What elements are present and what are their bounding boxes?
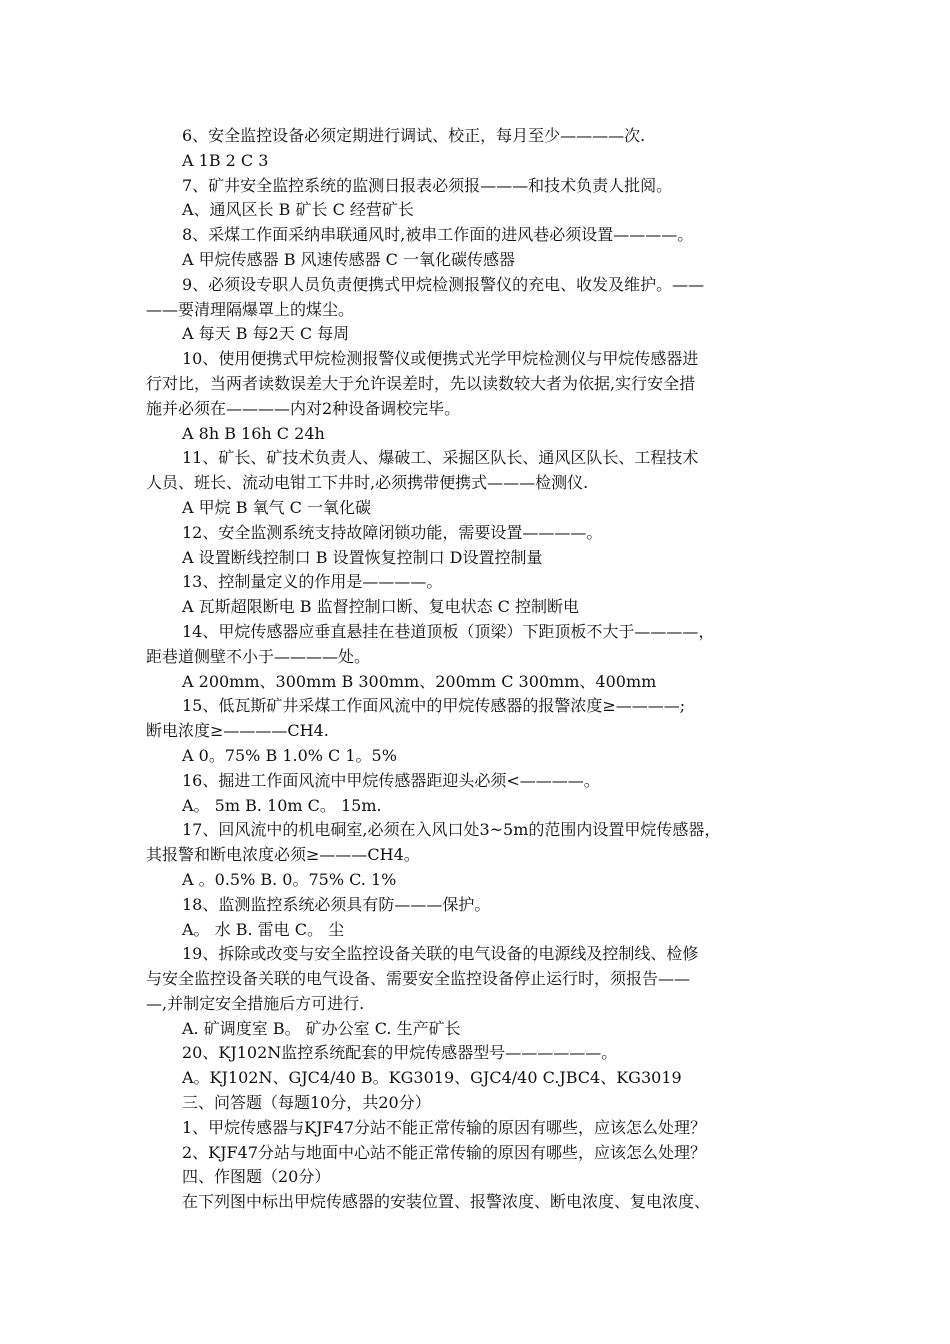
- text-line: 11、矿长、矿技术负责人、爆破工、采掘区队长、通风区队长、工程技术: [182, 448, 699, 468]
- text-line: 人员、班长、流动电钳工下井时,必须携带便携式———检测仪.: [146, 473, 589, 493]
- text-line: 9、必须设专职人员负责便携式甲烷检测报警仪的充电、收发及维护。——: [182, 274, 705, 294]
- text-line: 8、采煤工作面采纳串联通风时,被串工作面的进风巷必须设置————。: [182, 225, 694, 245]
- text-line: 在下列图中标出甲烷传感器的安装位置、报警浓度、断电浓度、复电浓度、: [182, 1192, 711, 1212]
- text-line: 行对比，当两者读数误差大于允许误差时，先以读数较大者为依据,实行安全措: [146, 373, 696, 393]
- text-line: A 瓦斯超限断电 B 监督控制口断、复电状态 C 控制断电: [182, 597, 579, 617]
- text-line: 6、安全监控设备必须定期进行调试、校正，每月至少————次.: [182, 126, 646, 145]
- text-line: 17、回风流中的机电硐室,必须在入风口处3~5m的范围内设置甲烷传感器，: [182, 820, 721, 840]
- text-line: A。 5m B. 10m C。 15m.: [182, 795, 382, 815]
- text-line: A。 水 B. 雷电 C。 尘: [182, 919, 345, 939]
- text-line: 18、监测监控系统必须具有防———保护。: [182, 894, 491, 914]
- text-line: 19、拆除或改变与安全监控设备关联的电气设备的电源线及控制线、检修: [182, 944, 699, 964]
- text-line: A。KJ102N、GJC4/40 B。KG3019、GJC4/40 C.JBC4、KG3019: [182, 1068, 682, 1088]
- text-line: A、通风区长 B 矿长 C 经营矿长: [182, 200, 414, 220]
- text-line: 距巷道侧壁不小于————处。: [146, 646, 371, 666]
- text-line: 10、使用便携式甲烷检测报警仪或便携式光学甲烷检测仪与甲烷传感器进: [182, 349, 699, 369]
- text-line: 施并必须在————内对2种设备调校完毕。: [146, 398, 461, 418]
- text-line: A 。0.5% B. 0。75% C. 1%: [182, 869, 397, 889]
- text-line: 断电浓度≥————CH4.: [146, 721, 329, 741]
- text-line: 15、低瓦斯矿井采煤工作面风流中的甲烷传感器的报警浓度≥————;: [182, 696, 686, 716]
- text-line: 7、矿井安全监控系统的监测日报表必须报———和技术负责人批阅。: [182, 175, 673, 195]
- text-line: 其报警和断电浓度必须≥———CH4。: [146, 845, 420, 865]
- text-line: ——要清理隔爆罩上的煤尘。: [146, 299, 355, 319]
- text-line: 1、甲烷传感器与KJF47分站不能正常传输的原因有哪些，应该怎么处理？: [182, 1117, 707, 1137]
- text-line: A 设置断线控制口 B 设置恢复控制口 D设置控制量: [182, 547, 543, 567]
- text-line: 12、安全监测系统支持故障闭锁功能，需要设置————。: [182, 522, 603, 542]
- text-line: 三、问答题（每题10分，共20分）: [182, 1093, 431, 1113]
- text-line: 与安全监控设备关联的电气设备、需要安全监控设备停止运行时，须报告——: [146, 969, 691, 989]
- text-line: A 甲烷 B 氧气 C 一氧化碳: [182, 497, 371, 517]
- text-line: 四、作图题（20分）: [182, 1167, 331, 1187]
- text-line: 16、掘进工作面风流中甲烷传感器距迎头必须<————。: [182, 770, 600, 790]
- text-line: A 甲烷传感器 B 风速传感器 C 一氧化碳传感器: [182, 249, 515, 269]
- text-line: A 8h B 16h C 24h: [182, 423, 325, 443]
- text-line: A 0。75% B 1.0% C 1。5%: [182, 745, 397, 765]
- text-line: A. 矿调度室 B。 矿办公室 C. 生产矿长: [182, 1018, 461, 1038]
- text-line: A 1B 2 C 3: [182, 150, 269, 170]
- text-line: 2、KJF47分站与地面中心站不能正常传输的原因有哪些，应该怎么处理？: [182, 1142, 707, 1162]
- text-line: —,并制定安全措施后方可进行.: [146, 993, 365, 1013]
- text-line: 14、甲烷传感器应垂直悬挂在巷道顶板（顶梁）下距顶板不大于————，: [182, 621, 715, 641]
- text-line: 13、控制量定义的作用是————。: [182, 572, 443, 592]
- document-body: [146, 124, 812, 1215]
- text-line: A 每天 B 每2天 C 每周: [182, 324, 350, 344]
- text-line: 20、KJ102N监控系统配套的甲烷传感器型号——————。: [182, 1043, 618, 1063]
- text-line: A 200mm、300mm B 300mm、200mm C 300mm、400mm: [182, 671, 657, 691]
